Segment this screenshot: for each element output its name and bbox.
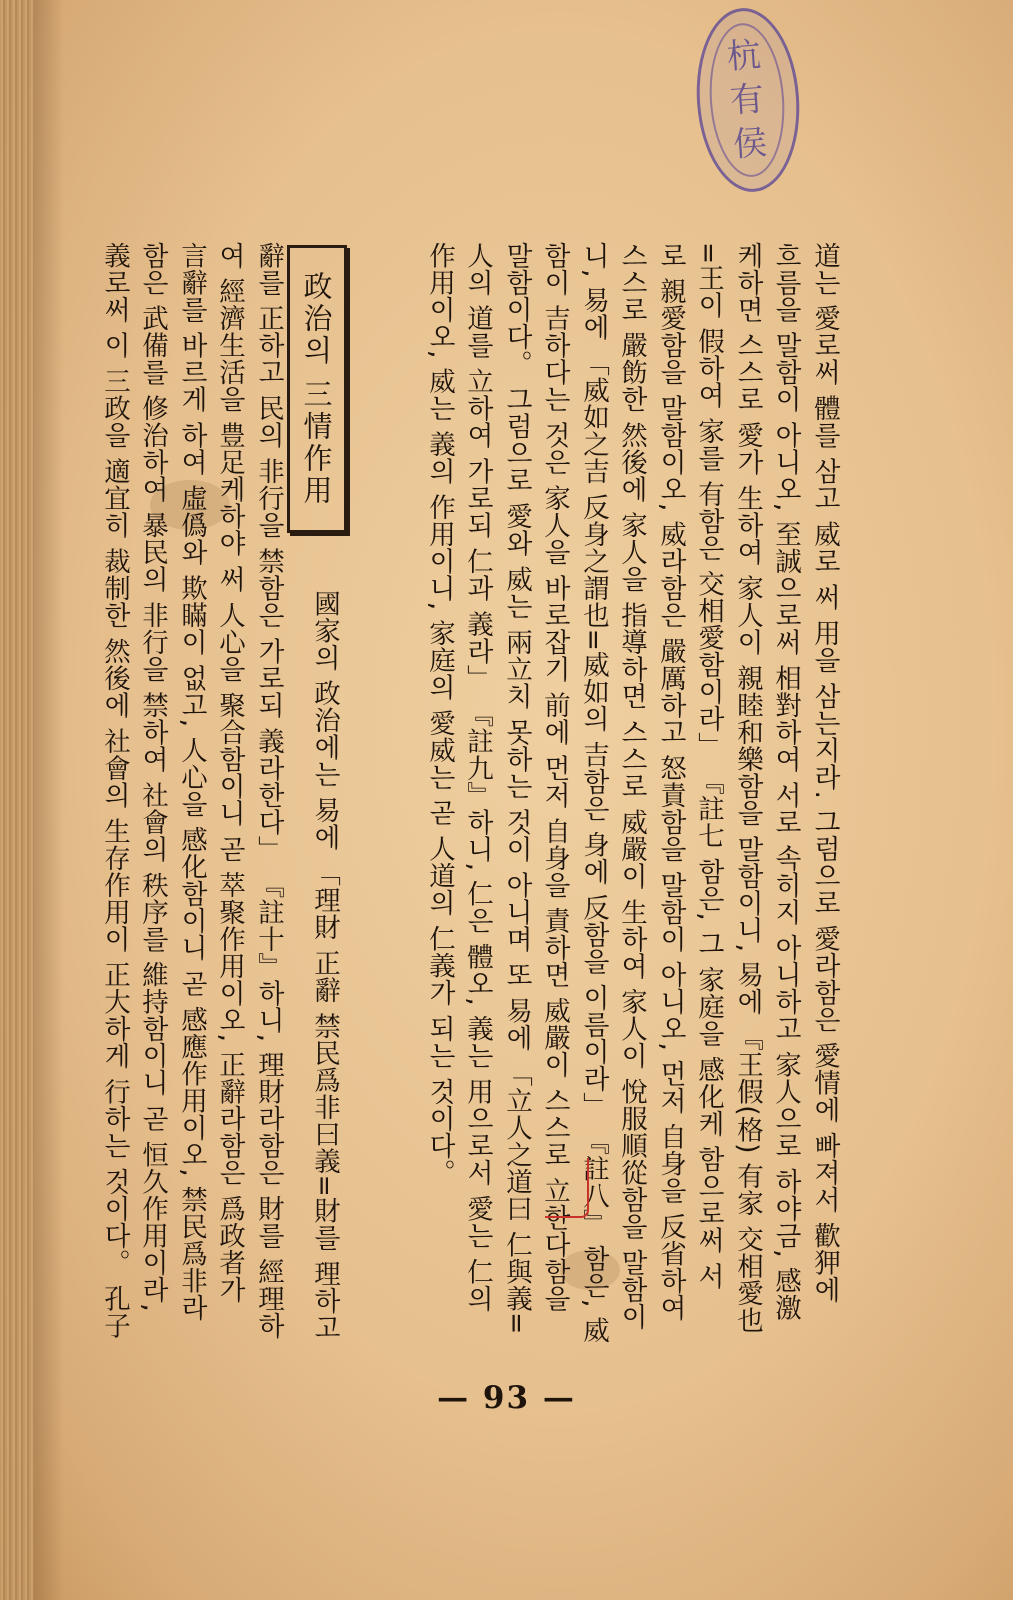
text-column-4: =王이 假하여 家를 有함은 交相愛함이라」 『註七 함은, 그 家庭을 感化케 함으로써 서 — [693, 242, 724, 1290]
text-column-11: 作用이오, 威는 義의 作用이니, 家庭의 愛威는 곧 人道의 仁義가 되는 것이다。 — [424, 242, 455, 1187]
stamp-char: 侯 — [731, 122, 769, 166]
text-column-13: 辭를 正하고 民의 非行을 禁함은 가로되 義라한다」 『註十』하니, 理財라함은 財를 經理하 — [253, 242, 284, 1340]
text-column-7: 니, 易에 「威如之吉 反身之謂也=威如의 吉함은 身에 反함을 이름이라」 『註八』 함은, 威 — [578, 242, 609, 1344]
text-column-2: 흐름을 말함이 아니오, 至誠으로써 相對하여 서로 속히지 아니하고 家人으로 하야금, 感激 — [770, 242, 801, 1322]
text-column-17: 義로써 이 三政을 適宜히 裁制한 然後에 社會의 生存作用이 正大하게 行하는 것이다。 孔子 — [99, 242, 130, 1340]
book-edge — [0, 0, 34, 1600]
section-heading-box — [287, 245, 347, 533]
section-heading: 政治의 三情作用 — [299, 270, 334, 508]
gutter-shadow — [34, 0, 64, 1600]
stamp-char: 杭 — [725, 35, 763, 78]
text-column-3: 케하면 스스로 愛가 生하여 家人이 親睦和樂함을 말함이니, 易에 『王假(格) 有家 交相愛也 — [732, 242, 763, 1334]
red-annotation-mark — [545, 1158, 589, 1218]
stamp-char: 有 — [728, 78, 766, 122]
text-column-5: 로 親愛함을 말함이오, 威라함은 嚴厲하고 怒責함을 말함이 아니오, 먼저 自身을 反省하여 — [655, 242, 686, 1322]
library-stamp-inner — [705, 21, 790, 180]
text-column-9: 말함이다。 그럼으로 愛와 威는 兩立치 못하는 것이 아니며 또 易에 「立人之道曰 仁與義= — [501, 242, 532, 1335]
page-number: — 93 — — [437, 1380, 576, 1416]
library-stamp — [691, 5, 806, 196]
text-column-10: 人의 道를 立하여 가로되 仁과 義라」 『註九』하니, 仁은 體오, 義는 用으로서 愛는 仁의 — [462, 242, 493, 1312]
text-column-15: 言辭를 바르게 하여 虛僞와 欺瞞이 없고, 人心을 感化함이니 곧 感應作用이오, 禁民爲非라 — [176, 242, 207, 1322]
text-column-14: 여 經濟生活을 豊足케하야 써 人心을 聚合함이니 곧 萃聚作用이오, 正辭라함은 爲政者가 — [214, 242, 245, 1304]
text-column-6: 스스로 嚴飭한 然後에 家人을 指導하면 스스로 威嚴이 生하여 家人이 悅服順從함을 말함이 — [616, 242, 647, 1331]
text-column-12: 國家의 政治에는 易에 「理財 正辭 禁民爲非曰義=財를 理하고 — [309, 590, 340, 1342]
text-column-1: 道는 愛로써 體를 삼고 威로 써 用을 삼는지라. 그럼으로 愛라함은 愛情에 빠져서 歡狎에 — [809, 242, 840, 1304]
text-column-16: 함은 武備를 修治하여 暴民의 非行을 禁하여 社會의 秩序를 維持함이니 곧 恒久作用이라, — [137, 242, 168, 1313]
text-column-8: 함이 吉하다는 것은 家人을 바로잡기 前에 먼저 自身을 責하면 威嚴이 스스로 立한다함을 — [539, 242, 570, 1313]
